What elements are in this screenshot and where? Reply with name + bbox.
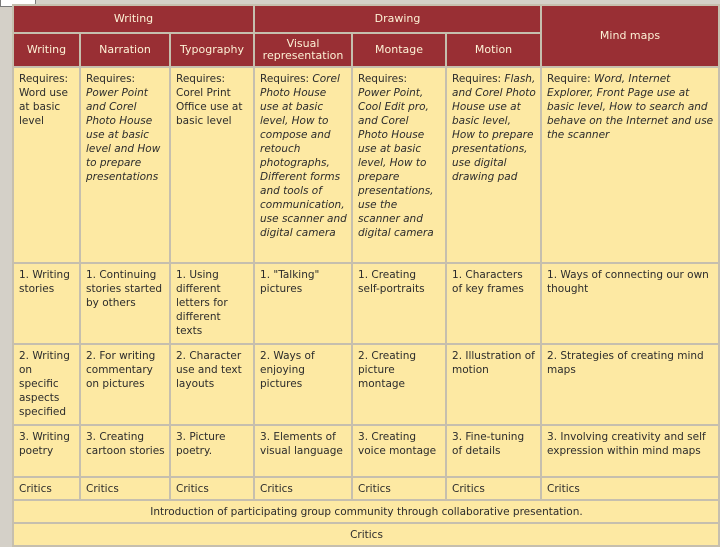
activity-cell: 3. Writing poetry bbox=[14, 426, 79, 476]
activity-row-1 bbox=[14, 264, 718, 343]
critics-cell: Critics bbox=[447, 478, 540, 499]
activity-cell: 1. Using different letters for different texts bbox=[171, 264, 253, 343]
group-header-drawing: Drawing bbox=[255, 6, 540, 32]
activity-cell: 3. Picture poetry. bbox=[171, 426, 253, 476]
critics-cell: Critics bbox=[171, 478, 253, 499]
intro-cell: Introduction of participating group community through collaborative presentation. bbox=[14, 501, 718, 522]
requirement-cell bbox=[14, 68, 79, 262]
activity-cell: 1. Writing stories bbox=[14, 264, 79, 343]
activity-cell: 2. Illustration of motion bbox=[447, 345, 540, 424]
activity-row-2 bbox=[14, 345, 718, 424]
group-header-row bbox=[14, 6, 718, 32]
requirements-row bbox=[14, 68, 718, 262]
requirement-prefix: Requires: bbox=[176, 73, 226, 85]
activity-cell: 3. Involving creativity and self expression within mind maps bbox=[542, 426, 718, 476]
column-header-narration: Narration bbox=[81, 34, 169, 66]
curriculum-table bbox=[12, 4, 720, 547]
requirement-text: Power Point, Cool Edit pro, and Corel Photo House use at basic level, How to prepare presentations, use the scanner and digital camera bbox=[358, 87, 434, 239]
requirement-text: Corel Photo House use at basic level, How to compose and retouch photographs, Different forms and tools of communication, use scanner and digital camera bbox=[260, 73, 347, 239]
activity-cell: 1. Creating self-portraits bbox=[353, 264, 445, 343]
intro-row bbox=[14, 501, 718, 522]
requirement-prefix: Requires: bbox=[358, 73, 408, 85]
critics-cell: Critics bbox=[353, 478, 445, 499]
requirement-cell bbox=[542, 68, 718, 262]
requirement-prefix: Requires: bbox=[86, 73, 136, 85]
requirement-cell bbox=[447, 68, 540, 262]
footer-critics-cell: Critics bbox=[14, 524, 718, 545]
requirement-text: Corel Print Office use at basic level bbox=[176, 87, 243, 127]
column-header-writing: Writing bbox=[14, 34, 79, 66]
requirement-text: Word use at basic level bbox=[19, 87, 68, 127]
requirement-text: Word, Internet Explorer, Front Page use at basic level, How to search and behave on the Internet and use the scanner bbox=[547, 73, 714, 141]
activity-cell: 2. Ways of enjoying pictures bbox=[255, 345, 351, 424]
requirement-prefix: Requires: bbox=[260, 73, 310, 85]
activity-cell: 2. Strategies of creating mind maps bbox=[542, 345, 718, 424]
requirement-text: Flash, and Corel Photo House use at basic level, How to prepare presentations, use digital drawing pad bbox=[452, 73, 536, 183]
column-header-typography: Typography bbox=[171, 34, 253, 66]
requirement-text: Power Point and Corel Photo House use at basic level and How to prepare presentations bbox=[86, 87, 161, 183]
activity-cell: 2. Writing on specific aspects specified bbox=[14, 345, 79, 424]
critics-cell: Critics bbox=[81, 478, 169, 499]
critics-cell: Critics bbox=[14, 478, 79, 499]
activity-cell: 1. Continuing stories started by others bbox=[81, 264, 169, 343]
footer-row bbox=[14, 524, 718, 545]
requirement-cell bbox=[353, 68, 445, 262]
requirement-prefix: Requires: bbox=[19, 73, 69, 85]
column-header-visual-representation: Visual representation bbox=[255, 34, 351, 66]
activity-cell: 3. Elements of visual language bbox=[255, 426, 351, 476]
column-header-motion: Motion bbox=[447, 34, 540, 66]
critics-row bbox=[14, 478, 718, 499]
group-header-mind-maps: Mind maps bbox=[542, 6, 718, 66]
activity-cell: 2. Creating picture montage bbox=[353, 345, 445, 424]
column-header-montage: Montage bbox=[353, 34, 445, 66]
requirement-cell bbox=[81, 68, 169, 262]
requirement-cell bbox=[255, 68, 351, 262]
activity-cell: 3. Creating voice montage bbox=[353, 426, 445, 476]
activity-cell: 3. Fine-tuning of details bbox=[447, 426, 540, 476]
activity-cell: 2. For writing commentary on pictures bbox=[81, 345, 169, 424]
group-header-writing: Writing bbox=[14, 6, 253, 32]
critics-cell: Critics bbox=[255, 478, 351, 499]
critics-cell: Critics bbox=[542, 478, 718, 499]
requirement-prefix: Require: bbox=[547, 73, 591, 85]
activity-row-3 bbox=[14, 426, 718, 476]
requirement-cell bbox=[171, 68, 253, 262]
activity-cell: 1. Characters of key frames bbox=[447, 264, 540, 343]
requirement-prefix: Requires: bbox=[452, 73, 502, 85]
activity-cell: 1. "Talking" pictures bbox=[255, 264, 351, 343]
activity-cell: 3. Creating cartoon stories bbox=[81, 426, 169, 476]
activity-cell: 2. Character use and text layouts bbox=[171, 345, 253, 424]
activity-cell: 1. Ways of connecting our own thought bbox=[542, 264, 718, 343]
